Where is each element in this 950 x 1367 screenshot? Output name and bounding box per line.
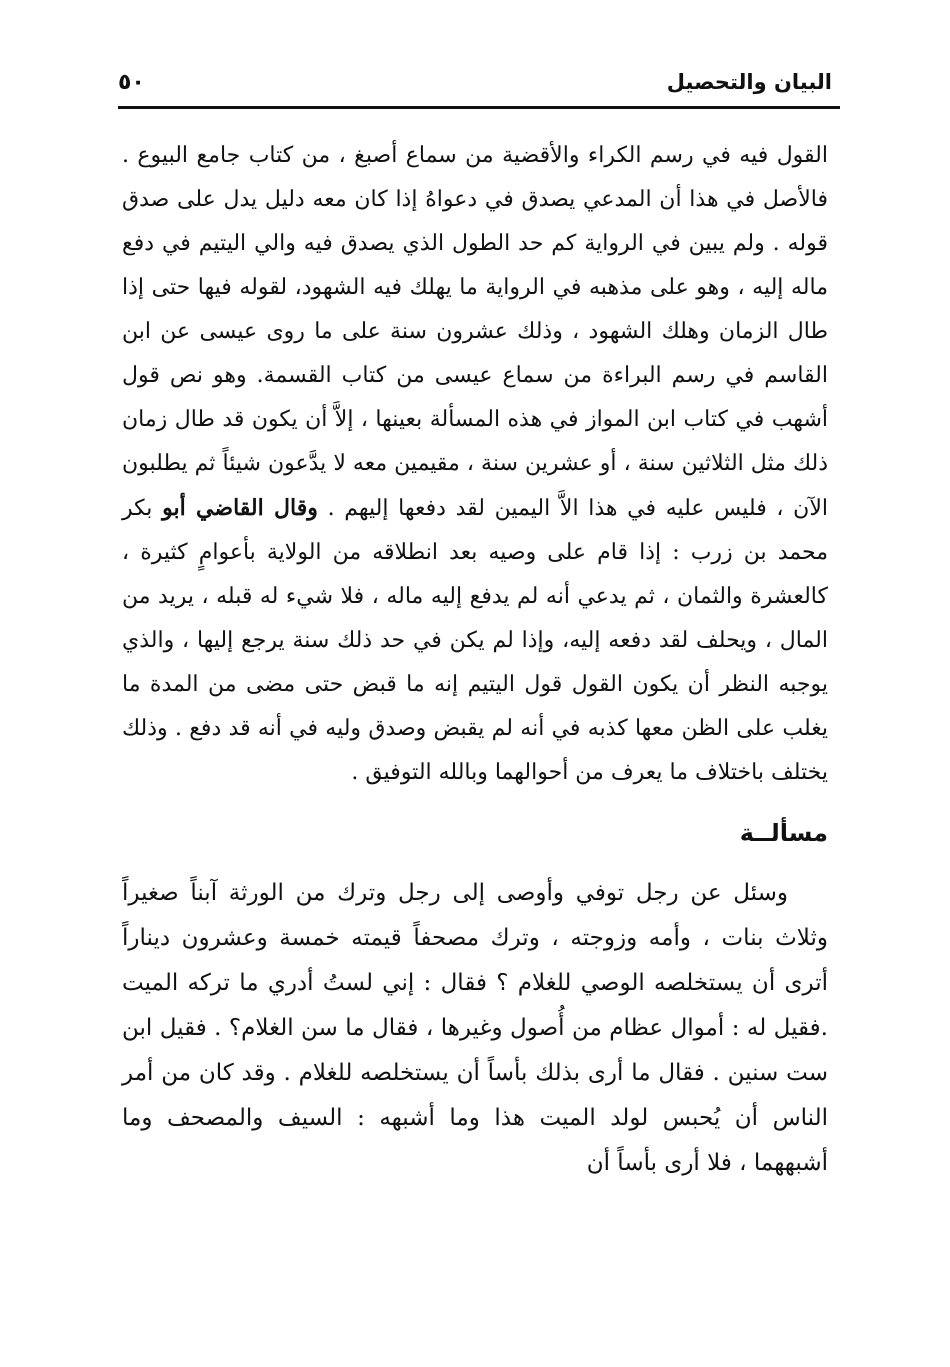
paragraph-2: وسئل عن رجل توفي وأوصى إلى رجل وترك من الورثة آبناً صغيراً وثلاث بنات ، وأمه وزوجته ، وترك مصحفاً قيمته خمسة وعشرون ديناراً أترى أن يستخلصه الوصي للغلام ؟ فقال : إني لستُ أدري ما تركه الميت .فقيل له : أموال عظام من أُصول وغيرها ، فقال ما سن الغلام؟ . فقيل ابن ست سنين . فقال ما أرى بذلك بأساً أن يستخلصه للغلام . وقد كان من أمر الناس أن يُحبس لولد الميت هذا وما أشبهه : السيف والمصحف وما أشبههما ، فلا أرى بأساً أن	[122, 880, 828, 1176]
paragraph-1-bold-phrase: وقال القاضي أبو	[162, 495, 318, 521]
page-number: ٥٠	[118, 69, 145, 95]
paragraph-1-text-b: بكر محمد بن زرب : إذا قام على وصيه بعد انطلاقه من الولاية بأعوامٍ كثيرة ، كالعشرة والثمان ، ثم يدعي أنه لم يدفع إليه ماله ، فلا شيء له قبله ، يريد من المال ، ويحلف لقد دفعه إليه، وإذا لم يكن في حد ذلك سنة يرجع إليها ، والذي يوجبه النظر أن يكون القول قول اليتيم إنه ما قبض حتى مضى من المدة ما يغلب على الظن معها كذبه في أنه لم يقبض وصدق وليه في أنه قد دفع . وذلك يختلف باختلاف ما يعرف من أحوالهما وبالله التوفيق .	[122, 496, 828, 785]
paragraph-1	[122, 134, 828, 795]
page-body	[122, 134, 828, 1186]
paragraph-1-text-a: القول فيه في رسم الكراء والأقضية من سماع أصبغ ، من كتاب جامع البيوع . فالأصل في هذا أن المدعي يصدق في دعواهُ إذا كان معه دليل يدل على صدق قوله . ولم يبين في الرواية كم حد الطول الذي يصدق فيه والي اليتيم في دفع ماله إليه ، وهو على مذهبه في الرواية ما يهلك فيه الشهود، لقوله فيها حتى إذا طال الزمان وهلك الشهود ، وذلك عشرون سنة على ما روى عيسى عن ابن القاسم في رسم البراءة من سماع عيسى من كتاب القسمة. وهو نص قول أشهب في كتاب ابن المواز في هذه المسألة بعينها ، إلاَّ أن يكون قد طال زمان ذلك مثل الثلاثين سنة ، أو عشرين سنة ، مقيمين معه لا يدَّعون شيئاً ثم يطلبون الآن ، فليس عليه في هذا الاَّ اليمين لقد دفعها إليهم .	[122, 143, 828, 521]
header-rule	[118, 106, 840, 109]
running-title: البيان والتحصيل	[666, 70, 832, 94]
section-heading: مسألــة	[739, 819, 828, 847]
page-header	[118, 62, 832, 102]
